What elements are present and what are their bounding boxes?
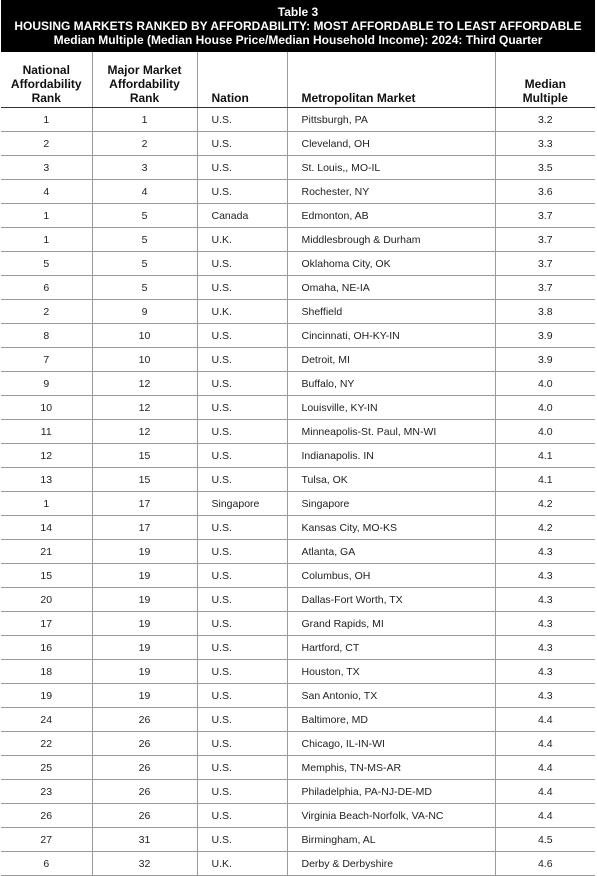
nation-cell: U.S. [197,276,287,300]
major-market-rank-cell: 19 [92,636,197,660]
table-row [1,684,595,708]
national-rank-cell: 21 [1,540,92,564]
table-row [1,732,595,756]
median-multiple-cell: 4.3 [495,612,595,636]
major-market-rank-cell: 19 [92,540,197,564]
metro-market-cell: Cincinnati, OH-KY-IN [287,324,495,348]
nation-cell: U.S. [197,636,287,660]
metro-market-cell: Derby & Derbyshire [287,852,495,876]
metro-market-cell: Baltimore, MD [287,708,495,732]
median-multiple-cell: 4.0 [495,372,595,396]
nation-cell: U.S. [197,396,287,420]
median-multiple-cell: 4.3 [495,540,595,564]
median-multiple-cell: 3.7 [495,204,595,228]
major-market-rank-cell: 1 [92,108,197,132]
national-rank-cell: 11 [1,420,92,444]
nation-cell: U.S. [197,132,287,156]
national-rank-cell: 1 [1,228,92,252]
national-rank-cell: 10 [1,396,92,420]
national-rank-cell: 13 [1,468,92,492]
table-row [1,204,595,228]
nation-cell: U.S. [197,156,287,180]
median-multiple-cell: 4.5 [495,828,595,852]
table-body [1,108,595,876]
table-row [1,660,595,684]
major-market-rank-cell: 31 [92,828,197,852]
nation-cell: U.S. [197,420,287,444]
national-rank-cell: 22 [1,732,92,756]
table-row [1,252,595,276]
national-rank-cell: 6 [1,852,92,876]
national-rank-cell: 12 [1,444,92,468]
nation-cell: U.S. [197,372,287,396]
metro-market-cell: Oklahoma City, OK [287,252,495,276]
metro-market-cell: Singapore [287,492,495,516]
header-median-multiple: Median Multiple [495,52,595,108]
national-rank-cell: 7 [1,348,92,372]
table-row [1,300,595,324]
nation-cell: U.S. [197,252,287,276]
metro-market-cell: Edmonton, AB [287,204,495,228]
major-market-rank-cell: 12 [92,372,197,396]
national-rank-cell: 1 [1,492,92,516]
table-row [1,420,595,444]
nation-cell: U.S. [197,708,287,732]
national-rank-cell: 14 [1,516,92,540]
major-market-rank-cell: 19 [92,612,197,636]
metro-market-cell: Rochester, NY [287,180,495,204]
median-multiple-cell: 4.4 [495,708,595,732]
median-multiple-cell: 3.3 [495,132,595,156]
major-market-rank-cell: 26 [92,780,197,804]
table-row [1,372,595,396]
national-rank-cell: 25 [1,756,92,780]
major-market-rank-cell: 19 [92,588,197,612]
national-rank-cell: 26 [1,804,92,828]
header-row [1,52,595,108]
major-market-rank-cell: 9 [92,300,197,324]
metro-market-cell: Middlesbrough & Durham [287,228,495,252]
nation-cell: Singapore [197,492,287,516]
table-row [1,756,595,780]
median-multiple-cell: 4.3 [495,684,595,708]
national-rank-cell: 8 [1,324,92,348]
header-nation: Nation [197,52,287,108]
nation-cell: U.S. [197,684,287,708]
header-major-market-rank: Major Market Affordability Rank [92,52,197,108]
national-rank-cell: 1 [1,108,92,132]
metro-market-cell: Dallas-Fort Worth, TX [287,588,495,612]
table-number: Table 3 [277,5,319,19]
major-market-rank-cell: 15 [92,444,197,468]
table-row [1,708,595,732]
nation-cell: U.S. [197,780,287,804]
metro-market-cell: St. Louis,, MO-IL [287,156,495,180]
header-national-rank: National Affordability Rank [1,52,92,108]
table-row [1,444,595,468]
national-rank-cell: 19 [1,684,92,708]
metro-market-cell: Sheffield [287,300,495,324]
median-multiple-cell: 4.3 [495,588,595,612]
median-multiple-cell: 4.0 [495,420,595,444]
table-title-bar [1,0,595,52]
national-rank-cell: 16 [1,636,92,660]
major-market-rank-cell: 10 [92,324,197,348]
header-metropolitan-market: Metropolitan Market [287,52,495,108]
median-multiple-cell: 3.2 [495,108,595,132]
metro-market-cell: Omaha, NE-IA [287,276,495,300]
national-rank-cell: 2 [1,300,92,324]
nation-cell: U.K. [197,228,287,252]
nation-cell: U.S. [197,324,287,348]
metro-market-cell: Indianapolis. IN [287,444,495,468]
major-market-rank-cell: 12 [92,396,197,420]
median-multiple-cell: 3.8 [495,300,595,324]
national-rank-cell: 6 [1,276,92,300]
table-row [1,492,595,516]
nation-cell: U.S. [197,516,287,540]
nation-cell: U.K. [197,300,287,324]
table-row [1,612,595,636]
median-multiple-cell: 3.5 [495,156,595,180]
table-row [1,636,595,660]
major-market-rank-cell: 15 [92,468,197,492]
metro-market-cell: Houston, TX [287,660,495,684]
nation-cell: U.S. [197,180,287,204]
table-row [1,180,595,204]
table-row [1,828,595,852]
major-market-rank-cell: 32 [92,852,197,876]
nation-cell: U.S. [197,468,287,492]
table-row [1,804,595,828]
table-row [1,132,595,156]
median-multiple-cell: 4.3 [495,636,595,660]
table-subtitle: Median Multiple (Median House Price/Median Household Income): 2024: Third Quarter [53,33,543,47]
national-rank-cell: 4 [1,180,92,204]
national-rank-cell: 3 [1,156,92,180]
median-multiple-cell: 4.1 [495,444,595,468]
nation-cell: U.S. [197,732,287,756]
median-multiple-cell: 3.6 [495,180,595,204]
national-rank-cell: 20 [1,588,92,612]
major-market-rank-cell: 19 [92,564,197,588]
major-market-rank-cell: 5 [92,204,197,228]
median-multiple-cell: 4.2 [495,516,595,540]
nation-cell: U.K. [197,852,287,876]
national-rank-cell: 24 [1,708,92,732]
major-market-rank-cell: 5 [92,276,197,300]
national-rank-cell: 9 [1,372,92,396]
metro-market-cell: Detroit, MI [287,348,495,372]
metro-market-cell: Columbus, OH [287,564,495,588]
median-multiple-cell: 4.6 [495,852,595,876]
national-rank-cell: 18 [1,660,92,684]
median-multiple-cell: 4.4 [495,780,595,804]
major-market-rank-cell: 19 [92,660,197,684]
table-row [1,780,595,804]
nation-cell: U.S. [197,444,287,468]
median-multiple-cell: 4.4 [495,732,595,756]
median-multiple-cell: 4.3 [495,660,595,684]
metro-market-cell: Louisville, KY-IN [287,396,495,420]
major-market-rank-cell: 3 [92,156,197,180]
major-market-rank-cell: 4 [92,180,197,204]
national-rank-cell: 23 [1,780,92,804]
nation-cell: U.S. [197,804,287,828]
median-multiple-cell: 3.7 [495,252,595,276]
metro-market-cell: Memphis, TN-MS-AR [287,756,495,780]
median-multiple-cell: 3.7 [495,276,595,300]
major-market-rank-cell: 17 [92,516,197,540]
metro-market-cell: Atlanta, GA [287,540,495,564]
median-multiple-cell: 4.2 [495,492,595,516]
national-rank-cell: 15 [1,564,92,588]
metro-market-cell: Minneapolis-St. Paul, MN-WI [287,420,495,444]
metro-market-cell: San Antonio, TX [287,684,495,708]
table-row [1,588,595,612]
metro-market-cell: Virginia Beach-Norfolk, VA-NC [287,804,495,828]
table-row [1,468,595,492]
median-multiple-cell: 4.4 [495,756,595,780]
nation-cell: U.S. [197,108,287,132]
major-market-rank-cell: 10 [92,348,197,372]
table-row [1,156,595,180]
nation-cell: U.S. [197,612,287,636]
major-market-rank-cell: 26 [92,804,197,828]
major-market-rank-cell: 12 [92,420,197,444]
major-market-rank-cell: 2 [92,132,197,156]
median-multiple-cell: 3.9 [495,324,595,348]
nation-cell: Canada [197,204,287,228]
median-multiple-cell: 4.0 [495,396,595,420]
nation-cell: U.S. [197,540,287,564]
table-row [1,564,595,588]
table-row [1,396,595,420]
metro-market-cell: Kansas City, MO-KS [287,516,495,540]
metro-market-cell: Cleveland, OH [287,132,495,156]
major-market-rank-cell: 26 [92,708,197,732]
table-title: HOUSING MARKETS RANKED BY AFFORDABILITY: MOST AFFORDABLE TO LEAST AFFORDABLE [14,19,582,33]
median-multiple-cell: 4.3 [495,564,595,588]
nation-cell: U.S. [197,660,287,684]
affordability-table [1,52,595,876]
table-row [1,228,595,252]
metro-market-cell: Pittsburgh, PA [287,108,495,132]
metro-market-cell: Tulsa, OK [287,468,495,492]
national-rank-cell: 17 [1,612,92,636]
national-rank-cell: 27 [1,828,92,852]
table-row [1,324,595,348]
table-row [1,108,595,132]
table-row [1,516,595,540]
national-rank-cell: 5 [1,252,92,276]
metro-market-cell: Grand Rapids, MI [287,612,495,636]
major-market-rank-cell: 26 [92,756,197,780]
median-multiple-cell: 3.7 [495,228,595,252]
median-multiple-cell: 4.1 [495,468,595,492]
metro-market-cell: Philadelphia, PA-NJ-DE-MD [287,780,495,804]
major-market-rank-cell: 19 [92,684,197,708]
major-market-rank-cell: 5 [92,228,197,252]
nation-cell: U.S. [197,588,287,612]
table-row [1,540,595,564]
nation-cell: U.S. [197,828,287,852]
table-container [1,0,595,876]
metro-market-cell: Hartford, CT [287,636,495,660]
nation-cell: U.S. [197,564,287,588]
major-market-rank-cell: 17 [92,492,197,516]
table-row [1,348,595,372]
median-multiple-cell: 4.4 [495,804,595,828]
nation-cell: U.S. [197,756,287,780]
national-rank-cell: 1 [1,204,92,228]
major-market-rank-cell: 5 [92,252,197,276]
median-multiple-cell: 3.9 [495,348,595,372]
national-rank-cell: 2 [1,132,92,156]
metro-market-cell: Chicago, IL-IN-WI [287,732,495,756]
metro-market-cell: Buffalo, NY [287,372,495,396]
table-row [1,276,595,300]
major-market-rank-cell: 26 [92,732,197,756]
metro-market-cell: Birmingham, AL [287,828,495,852]
nation-cell: U.S. [197,348,287,372]
